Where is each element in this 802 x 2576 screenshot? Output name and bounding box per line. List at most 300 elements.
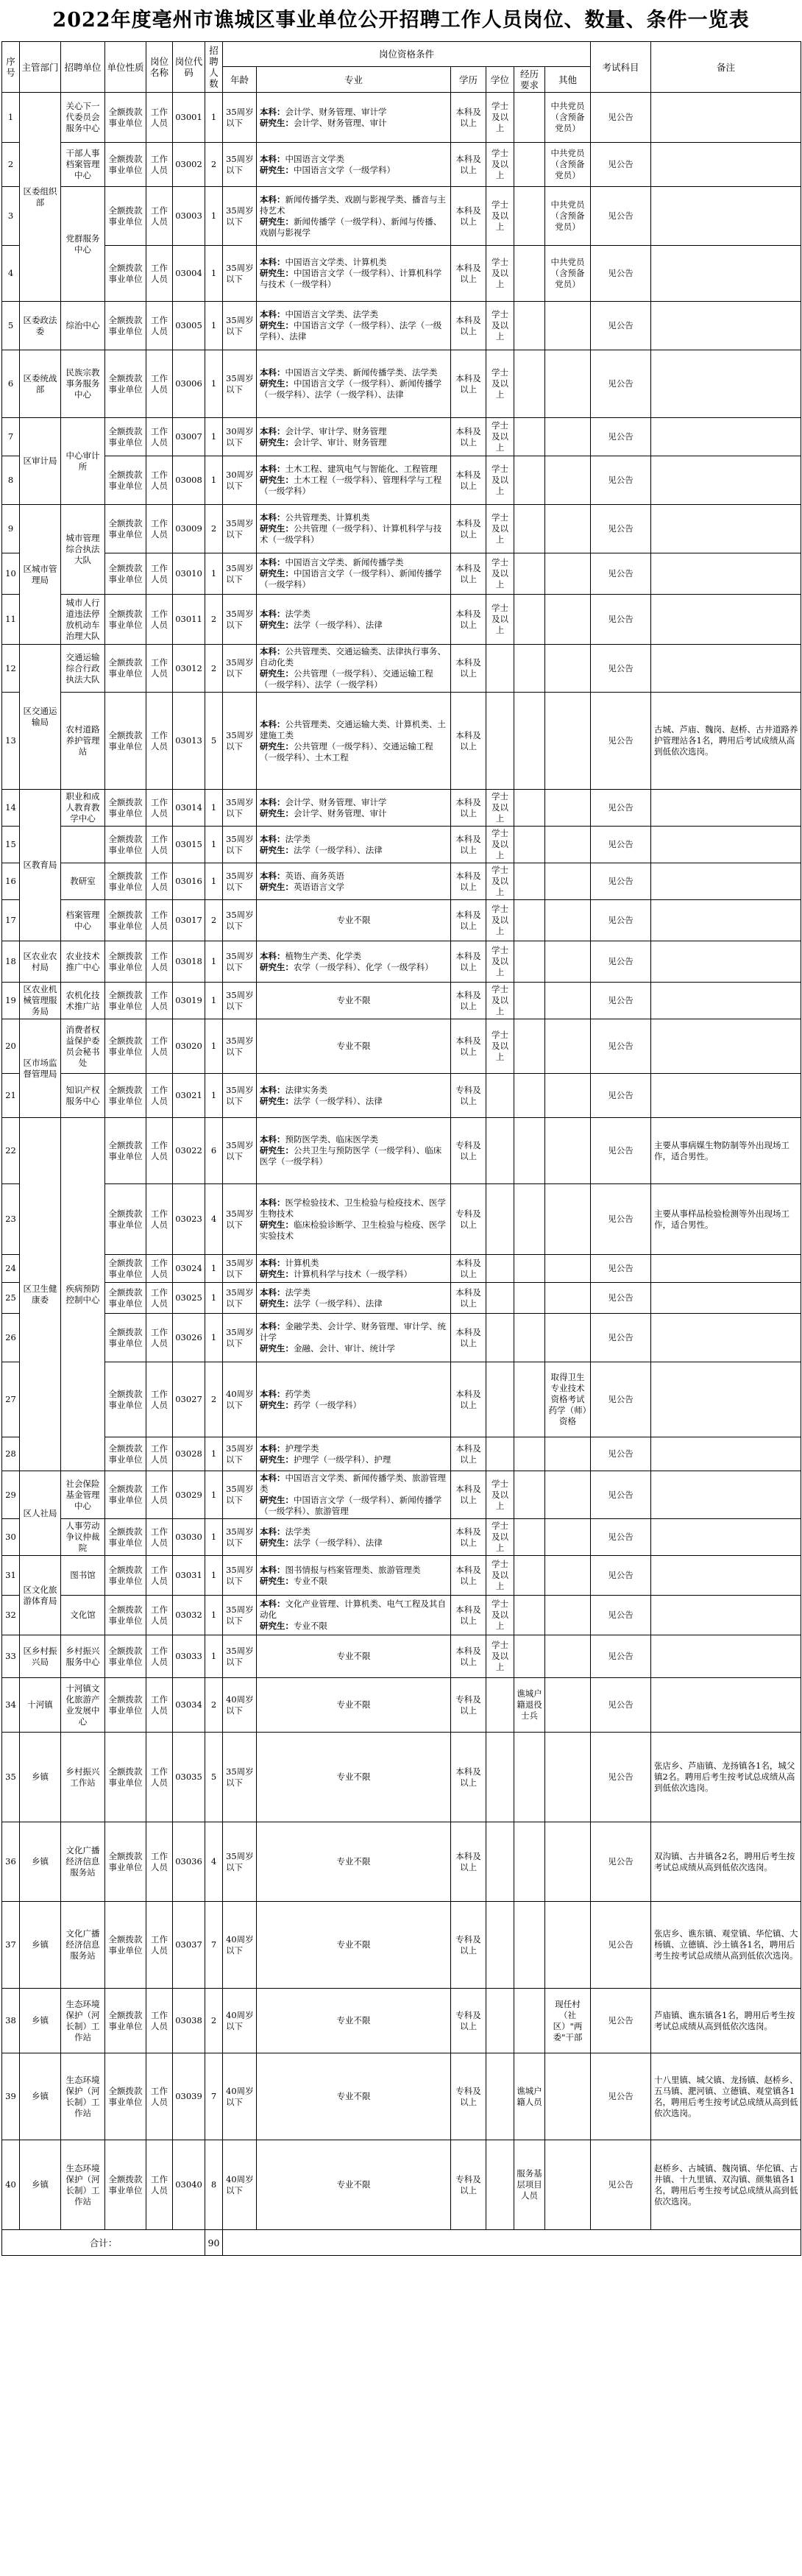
cell-major [257,187,451,246]
cell-age: 35周岁以下 [223,93,257,143]
major-undergrad [260,557,449,568]
major-graduate [260,668,449,690]
major-undergrad-text: 中国语言文学类、新闻传播学类、法学类 [285,367,438,378]
total-filler [223,2230,801,2256]
cell-degree [486,1283,514,1314]
table-row [2,693,801,790]
major-undergrad [260,609,449,620]
cell-other [545,302,591,350]
cell-post: 工作人员 [146,1635,173,1678]
header-age: 年龄 [223,67,257,93]
cell-remark [651,983,801,1019]
cell-other [545,1519,591,1556]
major-undergrad [260,797,449,808]
cell-edu: 本科及以上 [451,941,486,983]
major-graduate [260,1343,449,1354]
cell-nature: 全额拨款事业单位 [105,456,146,505]
cell-age: 35周岁以下 [223,1255,257,1283]
cell-subject: 见公告 [591,983,651,1019]
cell-exp [514,302,545,350]
major-graduate-label: 研究生： [260,961,294,972]
major-undergrad-text: 土木工程、建筑电气与智能化、工程管理 [285,464,438,474]
major-graduate-text: 法学（一级学科）、法律 [294,844,383,855]
major-graduate-label: 研究生： [260,117,294,128]
table-row [2,2053,801,2140]
major-undergrad-text: 公共管理类、交通运输类、法律执行事务、自动化类 [260,646,446,668]
major-graduate [260,216,449,238]
cell-num: 1 [205,827,223,863]
cell-remark: 古城、芦庙、魏岗、赵桥、古井道路养护管理站各1名，聘用后考试成绩从高到低依次选岗。 [651,693,801,790]
cell-seq: 10 [2,553,20,595]
cell-nature: 全额拨款事业单位 [105,1678,146,1733]
major-graduate-text: 法学（一级学科）、法律 [294,1298,383,1309]
cell-remark [651,790,801,827]
cell-subject: 见公告 [591,553,651,595]
cell-post: 工作人员 [146,1556,173,1596]
cell-code: 03024 [173,1255,205,1283]
cell-nature: 全额拨款事业单位 [105,645,146,693]
major-undergrad-text: 法学类 [285,608,310,619]
major-graduate-label: 研究生： [260,523,294,534]
cell-exp [514,863,545,900]
cell-nature: 全额拨款事业单位 [105,1019,146,1074]
cell-exp [514,1519,545,1556]
cell-other [545,1822,591,1902]
cell-post: 工作人员 [146,790,173,827]
cell-nature: 全额拨款事业单位 [105,302,146,350]
cell-num: 2 [205,595,223,645]
cell-dept: 区委统战部 [20,350,61,418]
major-graduate-text: 新闻传播学（一级学科）、新闻与传播、戏剧与影视学 [260,216,442,238]
major-undergrad-text: 文化产业管理、计算机类、电气工程及其自动化 [260,1599,446,1620]
cell-unit: 文化广播经济信息服务站 [61,1822,105,1902]
cell-subject: 见公告 [591,1471,651,1519]
major-undergrad [260,1321,449,1343]
major-undergrad-label: 本科： [260,557,285,567]
major-graduate-label: 研究生： [260,1145,294,1156]
cell-major: 专业不限 [257,1635,451,1678]
cell-degree: 学士及以上 [486,863,514,900]
major-graduate [260,378,449,400]
cell-other: 中共党员（含预备党员） [545,143,591,187]
cell-dept: 十河镇 [20,1678,61,1733]
cell-major [257,1471,451,1519]
cell-subject: 见公告 [591,1283,651,1314]
major-graduate [260,1538,449,1549]
cell-age: 40周岁以下 [223,1362,257,1437]
major-graduate [260,741,449,763]
major-undergrad-text: 法学类 [285,1526,310,1537]
cell-other [545,1314,591,1362]
cell-num: 1 [205,456,223,505]
cell-post: 工作人员 [146,1822,173,1902]
major-undergrad-text: 药学类 [285,1388,310,1399]
cell-remark: 赵桥乡、古城镇、魏岗镇、华佗镇、古井镇、十九里镇、双沟镇、颜集镇各1名，聘用后考生按考试总成绩从高到低依次选岗。 [651,2140,801,2230]
cell-other [545,693,591,790]
table-row [2,93,801,143]
cell-post: 工作人员 [146,1255,173,1283]
cell-seq: 30 [2,1519,20,1556]
major-graduate-label: 研究生： [260,881,294,892]
cell-edu: 本科及以上 [451,1733,486,1822]
cell-age: 35周岁以下 [223,1437,257,1471]
table-row [2,790,801,827]
table-row [2,1902,801,1989]
cell-other [545,645,591,693]
table-row [2,1596,801,1635]
cell-code: 03032 [173,1596,205,1635]
cell-major [257,1314,451,1362]
cell-major [257,1362,451,1437]
cell-edu: 本科及以上 [451,790,486,827]
cell-exp: 谯城户籍人员 [514,2053,545,2140]
header-major: 专业 [257,67,451,93]
major-undergrad-label: 本科： [260,1257,285,1268]
cell-seq: 7 [2,418,20,456]
table-row [2,900,801,941]
cell-num: 1 [205,1556,223,1596]
table-row [2,350,801,418]
cell-seq: 25 [2,1283,20,1314]
cell-unit: 干部人事档案管理中心 [61,143,105,187]
cell-unit: 农业技术推广中心 [61,941,105,983]
cell-num: 1 [205,1596,223,1635]
table-row [2,418,801,456]
cell-seq: 19 [2,983,20,1019]
cell-age: 30周岁以下 [223,456,257,505]
cell-unit: 教研室 [61,863,105,900]
major-undergrad-text: 法学类 [285,833,310,844]
cell-edu: 本科及以上 [451,93,486,143]
cell-unit: 人事劳动争议仲裁院 [61,1519,105,1556]
cell-post: 工作人员 [146,246,173,302]
cell-nature: 全额拨款事业单位 [105,93,146,143]
header-edu: 学历 [451,67,486,93]
header-dept: 主管部门 [20,42,61,93]
cell-num: 1 [205,983,223,1019]
cell-degree: 学士及以上 [486,350,514,418]
cell-seq: 40 [2,2140,20,2230]
cell-unit: 文化广播经济信息服务站 [61,1902,105,1989]
cell-post: 工作人员 [146,187,173,246]
major-graduate-label: 研究生： [260,668,294,679]
cell-degree [486,1678,514,1733]
cell-seq: 37 [2,1902,20,1989]
cell-post: 工作人员 [146,1184,173,1255]
cell-major [257,941,451,983]
cell-code: 03033 [173,1635,205,1678]
cell-exp [514,187,545,246]
cell-seq: 2 [2,143,20,187]
cell-dept: 乡镇 [20,2053,61,2140]
cell-other [545,1902,591,1989]
major-graduate-label: 研究生： [260,1095,294,1106]
cell-num: 1 [205,187,223,246]
major-undergrad-label: 本科： [260,1197,285,1208]
cell-seq: 8 [2,456,20,505]
major-graduate [260,475,449,497]
cell-edu: 本科及以上 [451,900,486,941]
major-undergrad-label: 本科： [260,1443,285,1454]
major-undergrad-text: 英语、商务英语 [285,870,344,881]
cell-age: 35周岁以下 [223,1314,257,1362]
cell-subject: 见公告 [591,1678,651,1733]
cell-subject: 见公告 [591,143,651,187]
cell-remark [651,1074,801,1118]
cell-degree [486,1255,514,1283]
cell-degree: 学士及以上 [486,302,514,350]
major-undergrad-text: 新闻传播学类、戏剧与影视学类、播音与主持艺术 [260,194,446,216]
cell-num: 2 [205,900,223,941]
cell-remark [651,1437,801,1471]
cell-age: 35周岁以下 [223,1733,257,1822]
cell-other [545,1184,591,1255]
cell-age: 35周岁以下 [223,645,257,693]
cell-subject: 见公告 [591,2140,651,2230]
cell-num: 8 [205,2140,223,2230]
cell-num: 1 [205,246,223,302]
cell-unit: 消费者权益保护委员会秘书处 [61,1019,105,1074]
cell-exp [514,900,545,941]
cell-age: 35周岁以下 [223,827,257,863]
table-row [2,1989,801,2053]
cell-major [257,1596,451,1635]
major-graduate-text: 中国语言文学（一级学科）、新闻传播学（一级学科）、法学（一级学科）、法律 [260,378,442,400]
cell-subject: 见公告 [591,418,651,456]
table-row [2,827,801,863]
major-graduate-text: 专业不限 [294,1575,327,1586]
cell-nature: 全额拨款事业单位 [105,1074,146,1118]
major-graduate-label: 研究生： [260,568,294,578]
cell-edu: 本科及以上 [451,1255,486,1283]
major-graduate-text: 金融、会计、审计、统计学 [294,1343,395,1354]
cell-exp [514,1362,545,1437]
major-graduate [260,523,449,545]
cell-remark: 主要从事病媒生物防制等外出现场工作，适合男性。 [651,1118,801,1184]
cell-num: 2 [205,1362,223,1437]
table-row [2,246,801,302]
cell-num: 7 [205,1902,223,1989]
cell-other [545,827,591,863]
cell-major: 专业不限 [257,1733,451,1822]
cell-exp [514,1019,545,1074]
major-undergrad-label: 本科： [260,1287,285,1298]
cell-num: 2 [205,645,223,693]
cell-num: 1 [205,1314,223,1362]
cell-dept: 乡镇 [20,1822,61,1902]
cell-age: 35周岁以下 [223,1074,257,1118]
cell-subject: 见公告 [591,1437,651,1471]
cell-other [545,1437,591,1471]
cell-nature: 全额拨款事业单位 [105,863,146,900]
cell-unit: 疾病预防控制中心 [61,1118,105,1471]
major-undergrad-text: 公共管理类、交通运输大类、计算机类、土建施工类 [260,718,446,740]
major-graduate-text: 土木工程（一级学科）、管理科学与工程（一级学科） [260,475,442,496]
cell-remark [651,863,801,900]
major-undergrad-text: 法律实务类 [285,1084,327,1095]
cell-age: 35周岁以下 [223,505,257,553]
cell-dept: 区乡村振兴局 [20,1635,61,1678]
major-undergrad-text: 法学类 [285,1287,310,1298]
cell-exp [514,505,545,553]
cell-seq: 12 [2,645,20,693]
cell-exp [514,693,545,790]
table-row [2,1184,801,1255]
cell-post: 工作人员 [146,93,173,143]
cell-seq: 35 [2,1733,20,1822]
cell-edu: 本科及以上 [451,505,486,553]
cell-code: 03013 [173,693,205,790]
cell-num: 1 [205,553,223,595]
cell-subject: 见公告 [591,1255,651,1283]
cell-age: 35周岁以下 [223,693,257,790]
major-graduate-label: 研究生： [260,436,294,447]
cell-exp [514,1314,545,1362]
cell-code: 03003 [173,187,205,246]
cell-unit: 生态环境保护（河长制）工作站 [61,1989,105,2053]
major-graduate-label: 研究生： [260,1268,294,1279]
cell-major: 专业不限 [257,1902,451,1989]
cell-degree: 学士及以上 [486,143,514,187]
major-undergrad-text: 公共管理类、计算机类 [285,512,370,523]
cell-code: 03017 [173,900,205,941]
document-title: 2022年度亳州市谯城区事业单位公开招聘工作人员岗位、数量、条件一览表 [52,9,750,32]
cell-seq: 5 [2,302,20,350]
cell-code: 03002 [173,143,205,187]
major-undergrad-label: 本科： [260,1134,285,1144]
major-graduate-label: 研究生： [260,1575,294,1586]
cell-other [545,2053,591,2140]
cell-num: 1 [205,1519,223,1556]
header-degree: 学位 [486,67,514,93]
cell-other [545,1471,591,1519]
cell-degree: 学士及以上 [486,1471,514,1519]
cell-seq: 11 [2,595,20,645]
cell-unit: 城市人行道违法停放机动车治理大队 [61,595,105,645]
cell-subject: 见公告 [591,1314,651,1362]
cell-age: 35周岁以下 [223,1519,257,1556]
cell-major [257,418,451,456]
cell-age: 35周岁以下 [223,143,257,187]
cell-num: 2 [205,143,223,187]
table-row [2,1822,801,1902]
cell-post: 工作人员 [146,595,173,645]
cell-exp [514,143,545,187]
major-graduate-text: 法学（一级学科）、法律 [294,619,383,630]
cell-major [257,93,451,143]
cell-other [545,1019,591,1074]
cell-unit: 生态环境保护（河长制）工作站 [61,2140,105,2230]
cell-seq: 22 [2,1118,20,1184]
cell-post: 工作人员 [146,302,173,350]
cell-nature: 全额拨款事业单位 [105,1437,146,1471]
cell-major [257,1118,451,1184]
major-undergrad [260,512,449,523]
cell-remark: 芦庙镇、谯东镇各1名，聘用后考生按考试总成绩从高到低依次选岗。 [651,1989,801,2053]
cell-code: 03004 [173,246,205,302]
cell-remark [651,1283,801,1314]
cell-degree: 学士及以上 [486,1596,514,1635]
cell-code: 03008 [173,456,205,505]
table-row [2,505,801,553]
cell-unit: 综治中心 [61,302,105,350]
cell-nature: 全额拨款事业单位 [105,350,146,418]
major-undergrad-label: 本科： [260,646,285,657]
cell-degree: 学士及以上 [486,900,514,941]
major-graduate [260,1298,449,1309]
cell-code: 03020 [173,1019,205,1074]
major-undergrad-label: 本科： [260,796,285,807]
cell-dept: 区文化旅游体育局 [20,1556,61,1635]
cell-num: 2 [205,1989,223,2053]
cell-degree [486,645,514,693]
cell-post: 工作人员 [146,1471,173,1519]
cell-post: 工作人员 [146,2053,173,2140]
cell-nature: 全额拨款事业单位 [105,827,146,863]
cell-other [545,2140,591,2230]
cell-nature: 全额拨款事业单位 [105,1989,146,2053]
cell-code: 03010 [173,553,205,595]
table-row [2,1314,801,1362]
cell-subject: 见公告 [591,350,651,418]
cell-degree [486,1989,514,2053]
cell-major [257,553,451,595]
cell-seq: 39 [2,2053,20,2140]
cell-code: 03019 [173,983,205,1019]
cell-exp [514,1437,545,1471]
cell-nature: 全额拨款事业单位 [105,187,146,246]
major-undergrad-label: 本科： [260,257,285,267]
table-row [2,595,801,645]
cell-edu: 本科及以上 [451,187,486,246]
cell-dept: 区审计局 [20,418,61,505]
cell-exp [514,1989,545,2053]
cell-subject: 见公告 [591,456,651,505]
cell-code: 03037 [173,1902,205,1989]
cell-dept: 乡镇 [20,1733,61,1822]
cell-post: 工作人员 [146,143,173,187]
cell-remark [651,900,801,941]
cell-post: 工作人员 [146,1283,173,1314]
cell-exp [514,1556,545,1596]
cell-major [257,1519,451,1556]
table-row [2,645,801,693]
cell-edu: 专科及以上 [451,2140,486,2230]
cell-age: 35周岁以下 [223,790,257,827]
cell-exp [514,645,545,693]
cell-code: 03018 [173,941,205,983]
cell-remark [651,418,801,456]
cell-code: 03016 [173,863,205,900]
cell-degree: 学士及以上 [486,941,514,983]
header-qualifications: 岗位资格条件 [223,42,591,67]
cell-post: 工作人员 [146,2140,173,2230]
cell-remark: 双沟镇、古井镇各2名，聘用后考生按考试总成绩从高到低依次选岗。 [651,1822,801,1902]
major-graduate [260,1576,449,1587]
cell-exp [514,941,545,983]
cell-exp [514,1184,545,1255]
cell-unit: 档案管理中心 [61,900,105,941]
cell-subject: 见公告 [591,790,651,827]
cell-degree: 学士及以上 [486,505,514,553]
cell-post: 工作人员 [146,900,173,941]
major-graduate-label: 研究生： [260,1298,294,1309]
cell-dept: 区委政法委 [20,302,61,350]
cell-edu: 专科及以上 [451,1989,486,2053]
cell-num: 7 [205,2053,223,2140]
major-undergrad-label: 本科： [260,367,285,378]
cell-seq: 20 [2,1019,20,1074]
